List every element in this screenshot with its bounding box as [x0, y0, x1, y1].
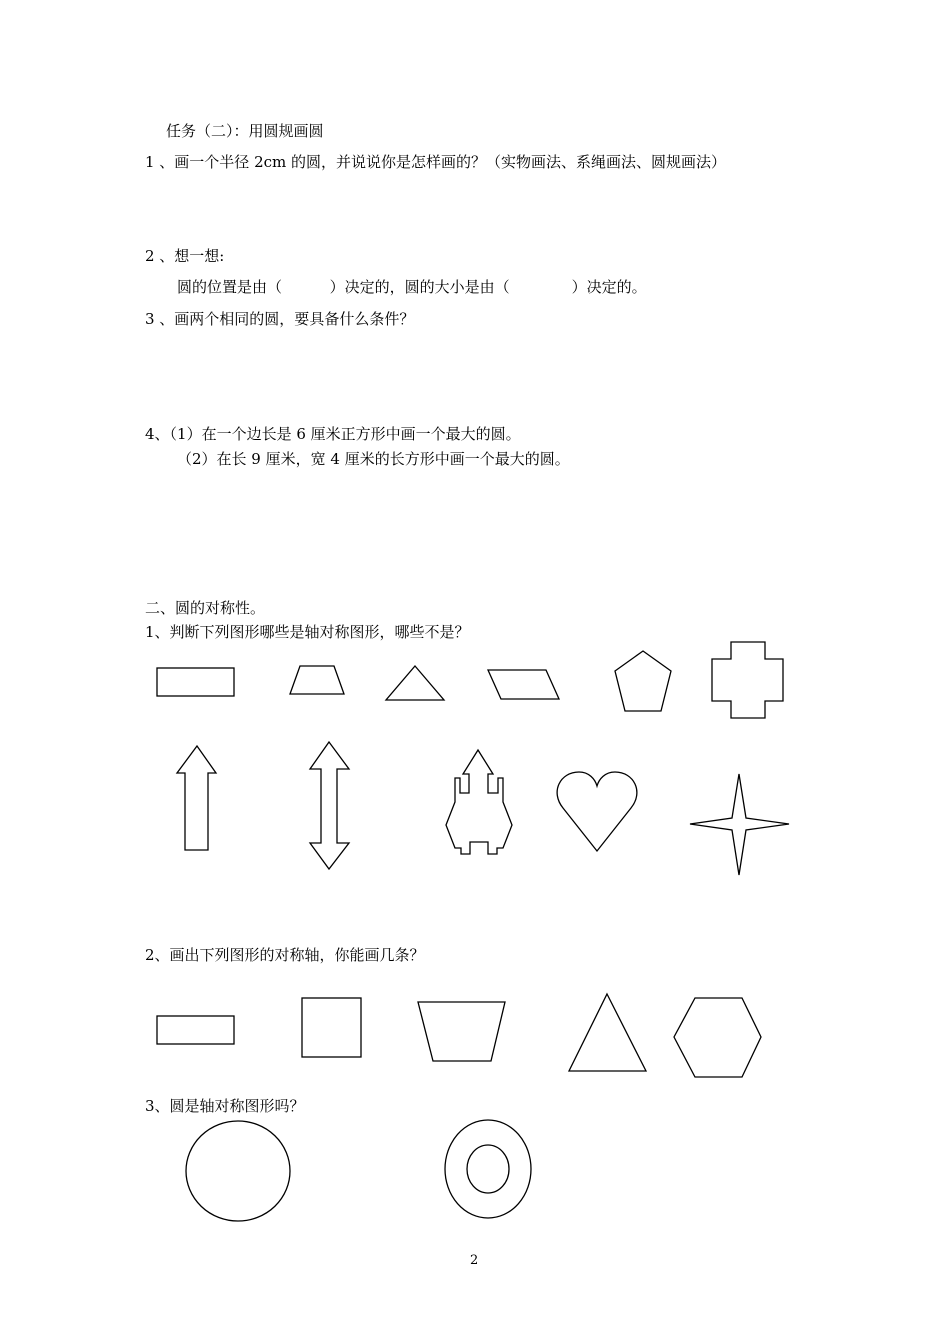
- question-3: 3 、画两个相同的圆，要具备什么条件？: [145, 310, 415, 328]
- section-2-question-1: 1、判断下列图形哪些是轴对称图形，哪些不是？: [145, 623, 470, 641]
- triangle-shape-2: [569, 994, 646, 1071]
- hexagon-shape: [674, 998, 761, 1077]
- question-1: 1 、画一个半径 2cm 的圆，并说说你是怎样画的？（实物画法、系绳画法、圆规画法）: [145, 153, 727, 171]
- double-arrow-shape: [310, 742, 349, 869]
- square-shape: [302, 998, 361, 1057]
- question-2-text: 圆的位置是由（ ）决定的，圆的大小是由（ ）决定的。: [177, 278, 647, 296]
- ring-inner-circle: [467, 1145, 509, 1193]
- question-4-part-2: （2）在长 9 厘米，宽 4 厘米的长方形中画一个最大的圆。: [177, 450, 570, 468]
- up-arrow-shape: [177, 746, 216, 850]
- cross-shape: [712, 642, 783, 718]
- rectangle-shape: [157, 668, 234, 696]
- pentagon-shape: [615, 651, 671, 711]
- parallelogram-shape: [488, 670, 559, 699]
- question-2-title: 2 、想一想:: [145, 247, 225, 265]
- trapezoid-shape: [290, 666, 344, 694]
- section-2-question-2: 2、画出下列图形的对称轴，你能画几条？: [145, 946, 425, 964]
- section-2-question-3: 3、圆是轴对称图形吗？: [145, 1097, 305, 1115]
- task-title: 任务（二）：用圆规画圆: [166, 122, 324, 140]
- inverted-trapezoid-shape: [418, 1002, 505, 1061]
- triangle-shape: [386, 666, 444, 700]
- page-number: 2: [470, 1253, 479, 1268]
- four-point-star-shape: [690, 774, 789, 875]
- ring-outer-circle: [445, 1120, 531, 1218]
- heart-shape: [557, 772, 637, 851]
- circle-shape: [186, 1121, 290, 1221]
- trident-arrow-shape: [446, 750, 512, 854]
- section-2-title: 二、圆的对称性。: [145, 599, 266, 617]
- question-4-part-1: 4、（1）在一个边长是 6 厘米正方形中画一个最大的圆。: [145, 425, 521, 443]
- rectangle-shape-2: [157, 1016, 234, 1044]
